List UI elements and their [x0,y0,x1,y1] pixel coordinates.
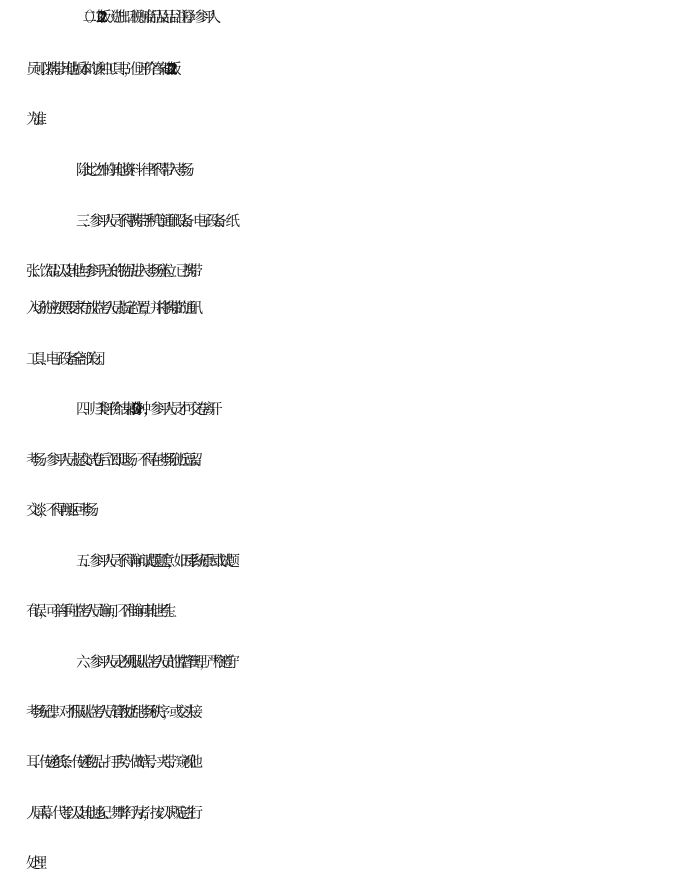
text-line: 考场纪律。对不服从监考人员管教扰乱考场秩序，或交头接 [26,705,195,721]
text-line: 工具、电子设备全部关闭。 [26,352,104,368]
text-line: 耳、传递纸条、传递物品、打手势、做暗号、夹带、窥视他 [26,755,195,771]
text-line: 五、参评人员不得询问试题题意，如因系统原因或试题 [76,554,232,570]
text-line: 处理： [26,856,46,872]
text-line: （二）2022 版《进出口税则商品及品目注释》。参评人 [76,10,214,26]
text-line: 六、参评人员必须服从监考人员的监督管理，严格遵守 [76,655,232,671]
text-line: 员可以携带其他版本的该种工具书，但评价答案以 2022 版 [26,62,174,78]
text-line: 三、参评人员不得携带手机等通讯设备、电子设备、纸 [76,214,232,230]
text-line: 四、归类评价结束前 30 分钟，参评人员才可交卷离开 [76,402,215,418]
text-line: 考场。参评人员提交试卷后立即退场，不得在考场附近逗留、 [26,453,202,469]
text-line: 张、饮品以及其他与参评无关的物品进入考场座位。已携带 [26,264,195,280]
text-line: 交谈，不得再返回考场。 [26,503,98,519]
text-line: 入场的应按照要求存放监考人员指定位置，并将携带的通讯 [26,301,195,317]
text-line: 有误，可举手向监考人员询问，不准询问其他考生。 [26,604,176,620]
text-line: 人屏幕、代考以及其他违纪、舞弊行为者，按以下规定进行 [26,806,195,822]
text-line: 除此之外的其他资料一律不得带入考场。 [76,163,193,179]
text-line: 为准。 [26,112,46,128]
